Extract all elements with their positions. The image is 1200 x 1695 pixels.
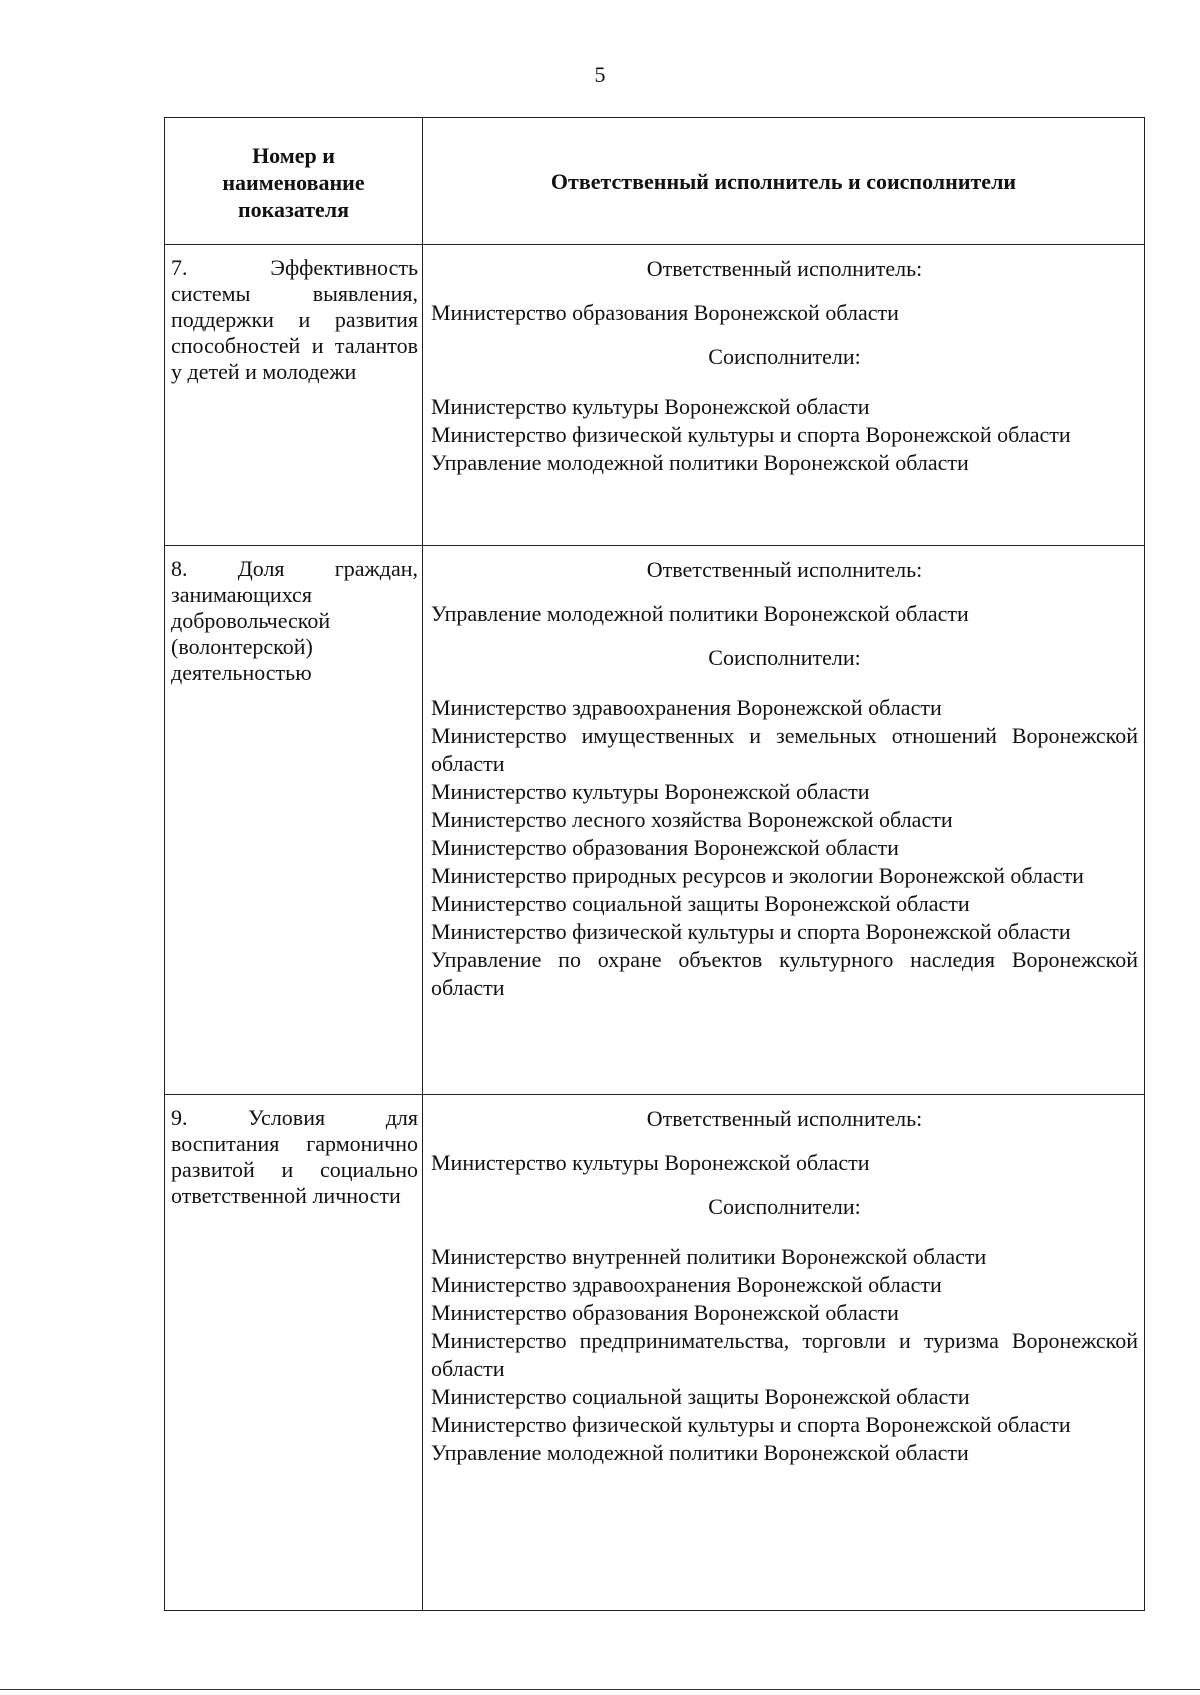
co-executor: Министерство физической культуры и спорта Воронежской области <box>431 1412 1071 1437</box>
page-bottom-rule <box>0 1689 1200 1690</box>
responsible-label: Ответственный исполнитель: <box>646 557 923 582</box>
responsible-label: Ответственный исполнитель: <box>646 1106 923 1131</box>
page-number: 5 <box>594 62 606 87</box>
table-row <box>165 245 1145 546</box>
responsible-executor: Министерство образования Воронежской области <box>431 300 899 325</box>
table-row <box>165 1095 1145 1611</box>
responsibility-table <box>164 117 1145 1611</box>
co-executor: Министерство социальной защиты Воронежской области <box>431 1384 970 1409</box>
co-executor: Министерство лесного хозяйства Воронежской области <box>431 807 953 832</box>
co-executor: Министерство природных ресурсов и экологии Воронежской области <box>431 863 1084 888</box>
co-executor: Министерство социальной защиты Воронежской области <box>431 891 970 916</box>
co-executor: Министерство предпринимательства, торговли и туризма Воронежской области <box>431 1328 1138 1381</box>
co-executors-label: Соисполнители: <box>708 1194 861 1219</box>
co-executor: Министерство внутренней политики Воронежской области <box>431 1244 987 1269</box>
executors-cell <box>423 546 1145 1095</box>
executors-cell <box>423 1095 1145 1611</box>
co-executor: Управление молодежной политики Воронежской области <box>431 1440 969 1465</box>
responsible-executor: Управление молодежной политики Воронежской области <box>431 601 969 626</box>
header-indicator: Номер и наименование показателя <box>165 118 423 245</box>
co-executor: Министерство образования Воронежской области <box>431 1300 899 1325</box>
co-executor: Управление по охране объектов культурного наследия Воронежской области <box>431 947 1138 1000</box>
co-executor: Министерство физической культуры и спорта Воронежской области <box>431 919 1071 944</box>
co-executor: Министерство культуры Воронежской области <box>431 394 870 419</box>
table-header-row <box>165 118 1145 245</box>
co-executor: Министерство образования Воронежской области <box>431 835 899 860</box>
co-executor: Министерство культуры Воронежской области <box>431 779 870 804</box>
table-row <box>165 546 1145 1095</box>
indicator-cell: 7. Эффективность системы выявления, поддержки и развития способностей и талантов у детей и молодежи <box>165 245 423 546</box>
co-executor: Министерство здравоохранения Воронежской области <box>431 695 942 720</box>
co-executor: Министерство физической культуры и спорта Воронежской области <box>431 422 1071 447</box>
co-executor: Министерство здравоохранения Воронежской области <box>431 1272 942 1297</box>
co-executors-label: Соисполнители: <box>708 645 861 670</box>
executors-cell <box>423 245 1145 546</box>
co-executors-label: Соисполнители: <box>708 344 861 369</box>
responsible-label: Ответственный исполнитель: <box>646 256 923 281</box>
header-executors: Ответственный исполнитель и соисполнители <box>423 118 1145 245</box>
co-executor: Министерство имущественных и земельных отношений Воронежской области <box>431 723 1138 776</box>
indicator-cell: 9. Условия для воспитания гармонично развитой и социально ответственной личности <box>165 1095 423 1611</box>
responsible-executor: Министерство культуры Воронежской области <box>431 1150 870 1175</box>
indicator-cell: 8. Доля граждан, занимающихся добровольческой (волонтерской) деятельностью <box>165 546 423 1095</box>
co-executor: Управление молодежной политики Воронежской области <box>431 450 969 475</box>
